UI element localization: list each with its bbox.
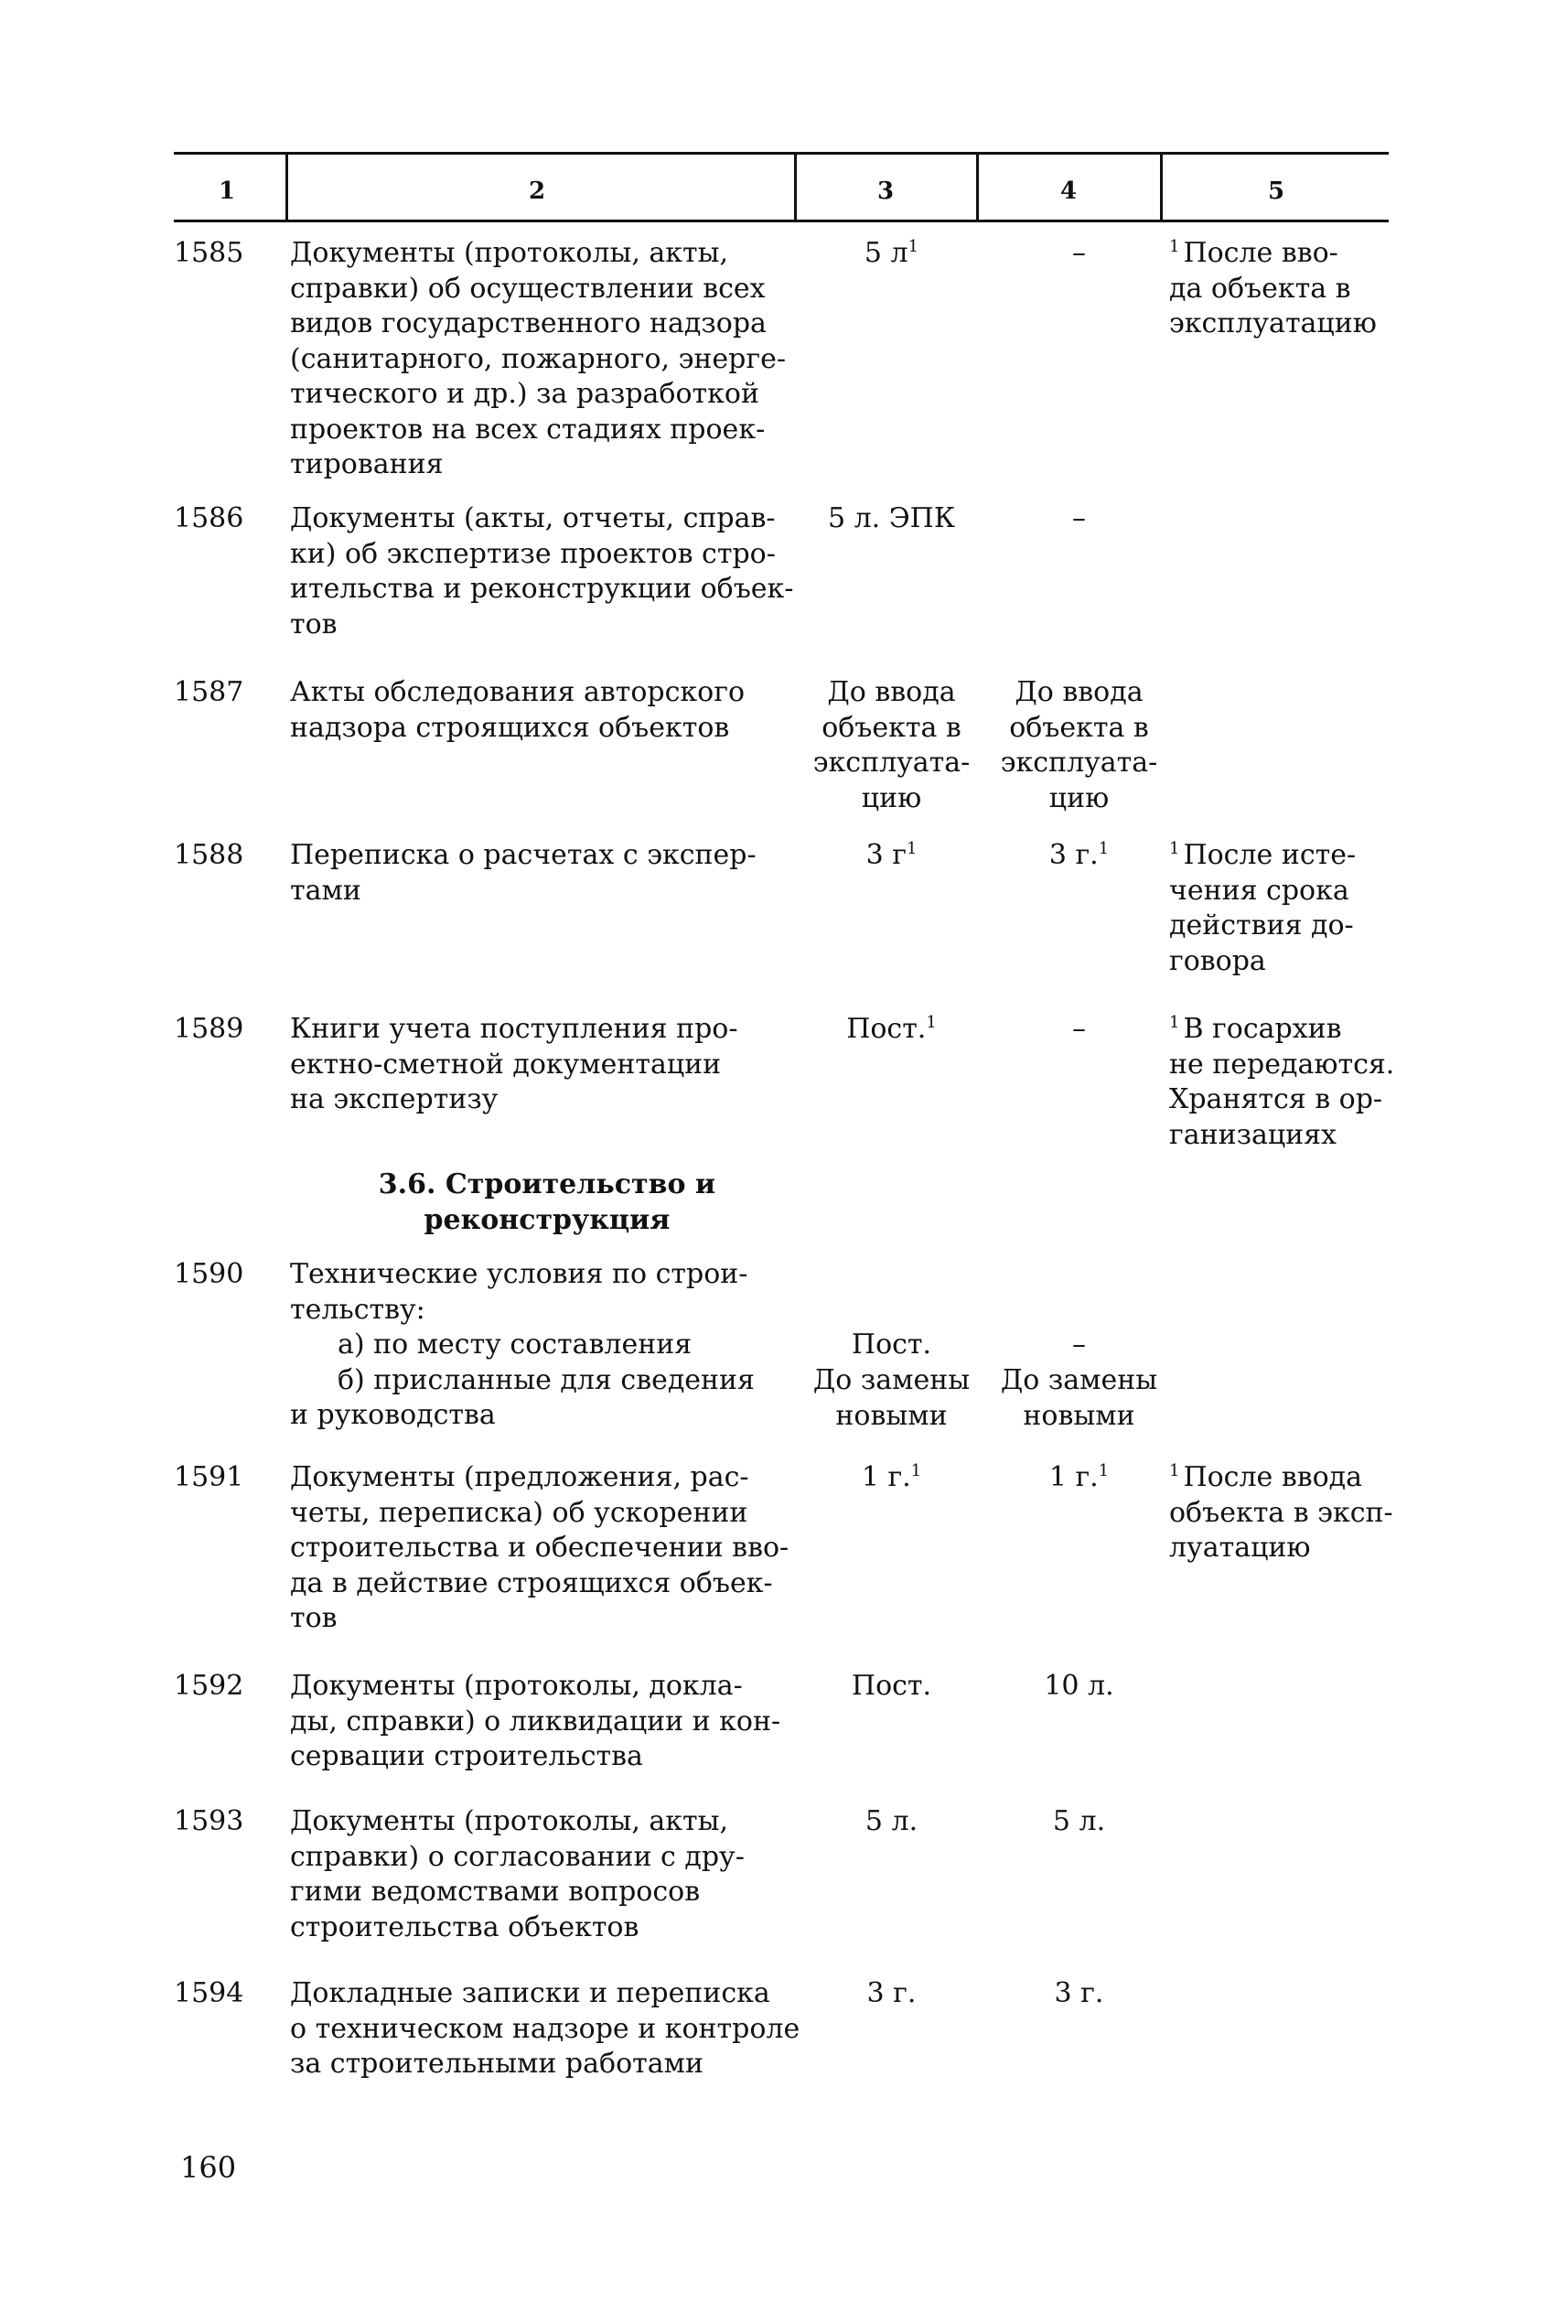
row-number-1585: 1585 bbox=[174, 237, 244, 269]
row-term-alt-1592: 10 л. bbox=[1044, 1670, 1114, 1702]
row-note-1591: $^1$ После ввода объекта в эксп- луатацию bbox=[1169, 1461, 1393, 1564]
row-number-1591: 1591 bbox=[174, 1461, 244, 1493]
row-description-1589: Книги учета поступления про- ектно-сметной документации на экспертизу bbox=[290, 1013, 738, 1115]
row-term-1593: 5 л. bbox=[865, 1805, 918, 1837]
header-col-2: 2 bbox=[528, 178, 546, 205]
row-note-1589: $^1$ В госархив не передаются. Хранятся в ор- ганизациях bbox=[1169, 1013, 1395, 1151]
row-description-1594: Докладные записки и переписка о техническом надзоре и контроле за строительными работами bbox=[290, 1977, 800, 2080]
row-term-alt-1587: До ввода объекта в эксплуата- цию bbox=[1000, 676, 1158, 814]
row-term-1590-b: До замены новыми bbox=[812, 1364, 971, 1432]
row-number-1589: 1589 bbox=[174, 1013, 244, 1045]
row-description-1592: Документы (протоколы, докла- ды, справки) о ликвидации и кон- сервации строительства bbox=[290, 1670, 781, 1772]
row-term-alt-1594: 3 г. bbox=[1054, 1977, 1104, 2009]
row-term-alt-1585: – bbox=[1072, 237, 1086, 269]
row-term-1589: Пост.$^1$ bbox=[846, 1013, 937, 1045]
row-term-alt-1588: 3 г.$^1$ bbox=[1048, 839, 1110, 871]
row-number-1587: 1587 bbox=[174, 676, 244, 708]
header-divider-2 bbox=[794, 152, 797, 222]
row-note-1585: $^1$ После вво- да объекта в эксплуатацию bbox=[1169, 237, 1377, 339]
row-description-1586: Документы (акты, отчеты, справ- ки) об экспертизе проектов стро- ительства и реконструкции объек- тов bbox=[290, 502, 794, 640]
header-col-1: 1 bbox=[218, 178, 236, 205]
row-term-1588: 3 $г^1$ bbox=[865, 839, 918, 871]
page-number: 160 bbox=[180, 2150, 237, 2185]
row-term-1591: 1 г.$^1$ bbox=[861, 1461, 922, 1493]
header-top-rule bbox=[174, 152, 1389, 155]
row-term-alt-1591: 1 г.$^1$ bbox=[1048, 1461, 1110, 1493]
row-term-alt-1593: 5 л. bbox=[1052, 1805, 1106, 1837]
row-description-1591: Документы (предложения, рас- четы, переписка) об ускорении строительства и обеспечении вво- да в действие строящихся объек- тов bbox=[290, 1461, 789, 1634]
row-number-1590: 1590 bbox=[174, 1258, 244, 1290]
row-term-alt-1586: – bbox=[1072, 502, 1086, 534]
row-description-1590: Технические условия по строи- тельству: а) по месту составления б) присланные для сведения и руководства bbox=[290, 1257, 802, 1434]
row-description-1588: Переписка о расчетах с экспер- тами bbox=[290, 839, 757, 907]
header-divider-3 bbox=[976, 152, 979, 222]
row-1590-item-b: б) присланные для сведения bbox=[338, 1363, 755, 1396]
row-number-1592: 1592 bbox=[174, 1670, 244, 1702]
row-term-1586: 5 л. ЭПК bbox=[827, 502, 956, 534]
section-heading: 3.6. Строительство и реконструкция bbox=[378, 1168, 716, 1236]
row-term-alt-1589: – bbox=[1072, 1013, 1086, 1045]
row-term-1585: 5 $л^1$ bbox=[864, 237, 919, 269]
row-term-1592: Пост. bbox=[851, 1670, 932, 1702]
row-description-1585: Документы (протоколы, акты, справки) об осуществлении всех видов государственного надзора (санитарного, пожарного, энерге- тического и др.) за разработкой проектов на всех стадиях проек- тирования bbox=[290, 237, 786, 480]
header-col-4: 4 bbox=[1059, 178, 1078, 205]
header-col-5: 5 bbox=[1267, 178, 1285, 205]
row-term-alt-1590-a: – bbox=[1072, 1329, 1086, 1361]
row-number-1588: 1588 bbox=[174, 839, 244, 871]
header-col-3: 3 bbox=[876, 178, 895, 205]
header-divider-4 bbox=[1160, 152, 1163, 222]
row-description-1593: Документы (протоколы, акты, справки) о согласовании с дру- гими ведомствами вопросов строительства объектов bbox=[290, 1805, 745, 1943]
row-note-1588: $^1$ После исте- чения срока действия до- говора bbox=[1169, 839, 1357, 977]
row-1590-item-a: а) по месту составления bbox=[338, 1329, 693, 1361]
row-term-1590-a: Пост. bbox=[851, 1329, 932, 1361]
row-description-1587: Акты обследования авторского надзора строящихся объектов bbox=[290, 676, 746, 744]
row-number-1586: 1586 bbox=[174, 502, 244, 534]
row-term-1594: 3 г. bbox=[866, 1977, 917, 2009]
row-term-alt-1590-b: До замены новыми bbox=[1000, 1364, 1158, 1432]
row-number-1593: 1593 bbox=[174, 1805, 244, 1837]
header-divider-1 bbox=[285, 152, 288, 222]
row-number-1594: 1594 bbox=[174, 1977, 244, 2009]
row-term-1587: До ввода объекта в эксплуата- цию bbox=[812, 676, 971, 814]
header-bottom-rule bbox=[174, 220, 1389, 222]
